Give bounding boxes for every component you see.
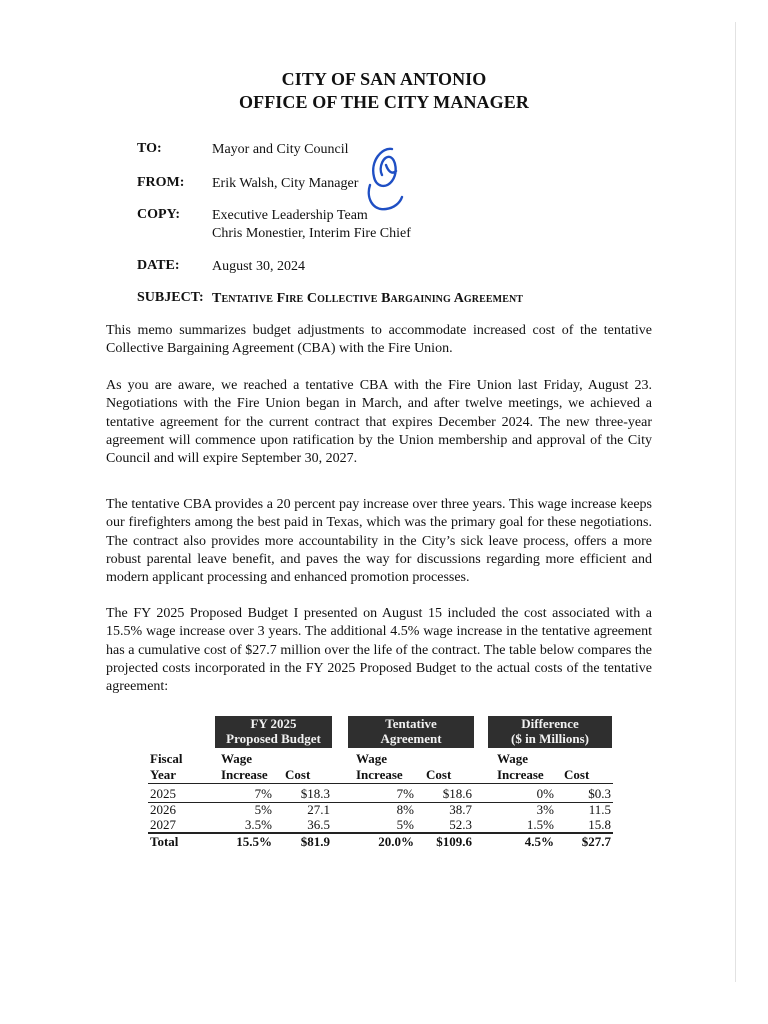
row-2025-year: 2025 [150,786,176,801]
header-rule [148,783,613,784]
col-header-fiscal: Fiscal [150,751,183,766]
paragraph-4: The FY 2025 Proposed Budget I presented on August 15 included the cost associated with a 15.5% wage increase over 3 years. The additional 4.5% wage increase in the tentative agreement has a cumulative cost of $27.7 million over the life of the contract. The table below compares the projected costs incorporated in the FY 2025 Proposed Budget to the actual costs of the tentative agreement: [106,606,652,695]
header-line-2: OFFICE OF THE CITY MANAGER [239,92,529,112]
group-header-difference-line-2: ($ in Millions) [510,731,589,746]
row-2027-diff-cost: 15.8 [588,817,611,832]
group-header-tentative-line-1: Tentative [385,716,437,731]
row-2025-tent-cost: $18.6 [442,786,472,801]
row-2026-prop-cost: 27.1 [307,802,330,817]
group-header-tentative-line-2: Agreement [380,731,442,746]
col-header-prop-wage-2: Increase [221,767,268,782]
group-header-proposed-line-2: Proposed Budget [226,731,321,746]
total-tent-wage: 20.0% [378,834,414,849]
date-label: DATE: [137,258,180,273]
col-header-diff-wage-2: Increase [497,767,544,782]
to-value: Mayor and City Council [212,142,349,157]
row-2026-tent-cost: 38.7 [449,802,472,817]
subject-value: Tentative Fire Collective Bargaining Agreement [212,291,524,306]
row-2026-year: 2026 [150,802,176,817]
row-2025-prop-wage: 7% [254,786,272,801]
paragraph-1: This memo summarizes budget adjustments to accommodate increased cost of the tentative Collective Bargaining Agreement (CBA) with the Fire Union. [106,323,652,357]
col-header-diff-cost: Cost [564,767,590,782]
col-header-prop-cost: Cost [285,767,311,782]
group-header-proposed [215,716,332,748]
group-header-proposed-line-1: FY 2025 [250,716,297,731]
row-2025-prop-cost: $18.3 [300,786,330,801]
total-prop-cost: $81.9 [300,834,330,849]
to-label: TO: [137,141,162,156]
paragraph-2: As you are aware, we reached a tentative CBA with the Fire Union last Friday, August 23. Negotiations with the Fire Union began in March, and after twelve meetings, we achieved a tentative agreement for the current contract that expires December 2024. The new three-year agreement will commence upon ratification by the Union membership and approval of the City Council and will expire September 30, 2027. [106,378,652,467]
row-2025-tent-wage: 7% [396,786,414,801]
paragraph-3: The tentative CBA provides a 20 percent pay increase over three years. This wage increase keeps our firefighters among the best paid in Texas, which was the primary goal for these negotiations. The contract also provides more accountability in the City’s sick leave process, offers a more robust parental leave benefit, and paves the way for discussions regarding more efficient and modern applicant processing and enhanced promotion processes. [106,497,652,586]
col-header-tent-wage-1: Wage [356,751,388,766]
col-header-year: Year [150,767,176,782]
row-2027-prop-cost: 36.5 [307,817,330,832]
total-prop-wage: 15.5% [236,834,272,849]
copy-value-line-1: Executive Leadership Team [212,208,368,223]
copy-label: COPY: [137,207,181,222]
row-2027-year: 2027 [150,817,176,832]
row-2025-diff-cost: $0.3 [588,786,611,801]
header-line-1: CITY OF SAN ANTONIO [281,69,487,89]
row-2027-tent-wage: 5% [396,817,414,832]
total-diff-cost: $27.7 [581,834,611,849]
subject-label: SUBJECT: [137,290,204,305]
group-header-tentative [348,716,474,748]
col-header-tent-wage-2: Increase [356,767,403,782]
col-header-diff-wage-1: Wage [497,751,529,766]
row-2025-diff-wage: 0% [536,786,554,801]
row-2026-prop-wage: 5% [254,802,272,817]
date-value: August 30, 2024 [212,259,305,274]
total-tent-cost: $109.6 [436,834,472,849]
from-value: Erik Walsh, City Manager [212,176,359,191]
row-2026-diff-wage: 3% [536,802,554,817]
row-2026-tent-wage: 8% [396,802,414,817]
row-2027-tent-cost: 52.3 [449,817,472,832]
copy-value-line-2: Chris Monestier, Interim Fire Chief [212,226,411,241]
col-header-tent-cost: Cost [426,767,452,782]
from-label: FROM: [137,175,185,190]
total-diff-wage: 4.5% [524,834,554,849]
row-2027-diff-wage: 1.5% [526,817,554,832]
row-2026-diff-cost: 11.5 [588,802,611,817]
col-header-prop-wage-1: Wage [221,751,253,766]
total-year: Total [150,834,179,849]
group-header-difference-line-1: Difference [521,716,579,731]
group-header-difference [488,716,612,748]
row-2027-prop-wage: 3.5% [244,817,272,832]
